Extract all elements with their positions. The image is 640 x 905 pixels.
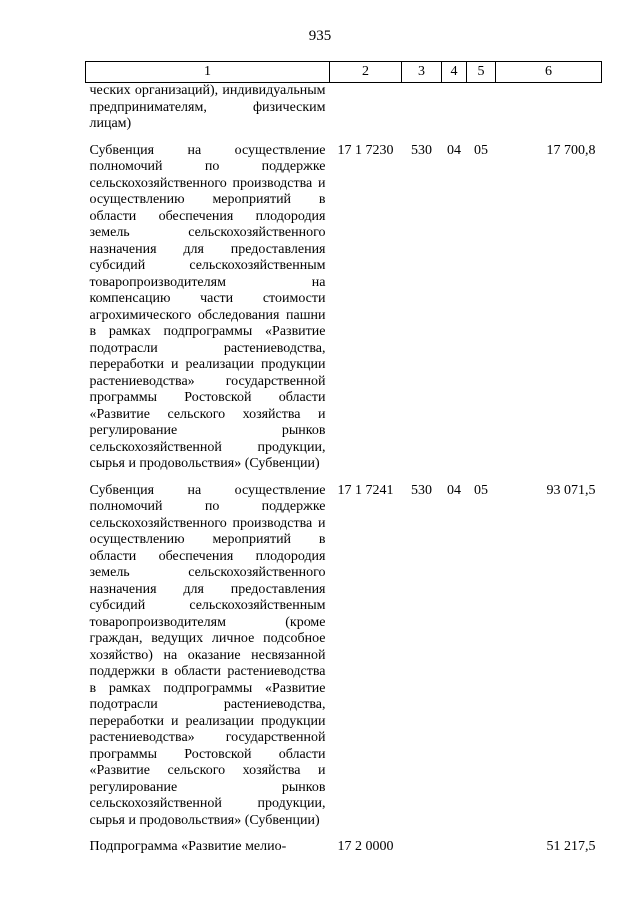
header-col-3: 3 — [402, 62, 442, 83]
row-name: ческих организаций), индивидуальным предпринимателям, физическим лицам) — [89, 83, 326, 131]
page-number: 935 — [308, 28, 332, 44]
header-col-1: 1 — [86, 62, 330, 83]
row-target-code: 17 1 7230 — [337, 142, 394, 158]
table-row — [86, 839, 602, 856]
table-row — [86, 483, 602, 830]
row-expense-type: 530 — [411, 142, 432, 158]
row-subsection: 05 — [474, 142, 488, 158]
table-row — [86, 83, 602, 133]
row-target-code — [330, 83, 402, 133]
row-amount: 93 071,5 — [546, 482, 596, 498]
row-expense-type — [402, 839, 442, 856]
table-row — [86, 143, 602, 473]
row-subsection — [467, 839, 496, 856]
header-col-6: 6 — [496, 62, 602, 83]
header-col-4: 4 — [442, 62, 467, 83]
row-target-code: 17 2 0000 — [337, 839, 394, 854]
row-section: 04 — [447, 482, 461, 498]
row-name: Субвенция на осуществление полномочий по поддержке сельскохозяйственного производства и осуществлению мероприятий в области обеспечения плодородия земель сельскохозяйственного назначения для предоставления субсидий сельскохозяйственным товаропроизводителям на компенсацию части стоимости агрохимического обследования пашни в рамках подпрограммы «Развитие подотрасли растениеводства, переработки и реализации продукции растениеводства» государственной программы Ростовской области «Развитие сельского хозяйства и регулирование рынков сельскохозяйственной продукции, сырья и продовольствия» (Субвенции) — [89, 142, 326, 471]
row-subsection — [467, 83, 496, 133]
row-amount: 17 700,8 — [546, 142, 596, 158]
budget-table — [85, 61, 602, 856]
header-col-5: 5 — [467, 62, 496, 83]
header-col-2: 2 — [330, 62, 402, 83]
row-expense-type: 530 — [411, 482, 432, 498]
table-header-row — [86, 62, 602, 83]
row-section — [442, 839, 467, 856]
row-target-code: 17 1 7241 — [337, 482, 394, 498]
row-subsection: 05 — [474, 482, 488, 498]
row-expense-type — [402, 83, 442, 133]
row-amount — [496, 83, 602, 133]
row-amount: 51 217,5 — [546, 839, 596, 854]
row-name: Подпрограмма «Развитие мелио- — [89, 839, 287, 854]
row-name: Субвенция на осуществление полномочий по поддержке сельскохозяйственного производства и осуществлению мероприятий в области обеспечения плодородия земель сельскохозяйственного назначения для предоставления субсидий сельскохозяйственным товаропроизводителям (кроме граждан, ведущих личное подсобное хозяйство) на оказание несвязанной поддержки в области растениеводства в рамках подпрограммы «Развитие подотрасли растениеводства, переработки и реализации продукции растениеводства» государственной программы Ростовской области «Развитие сельского хозяйства и регулирование рынков сельскохозяйственной продукции, сырья и продовольствия» (Субвенции) — [89, 482, 326, 828]
row-section: 04 — [447, 142, 461, 158]
row-section — [442, 83, 467, 133]
